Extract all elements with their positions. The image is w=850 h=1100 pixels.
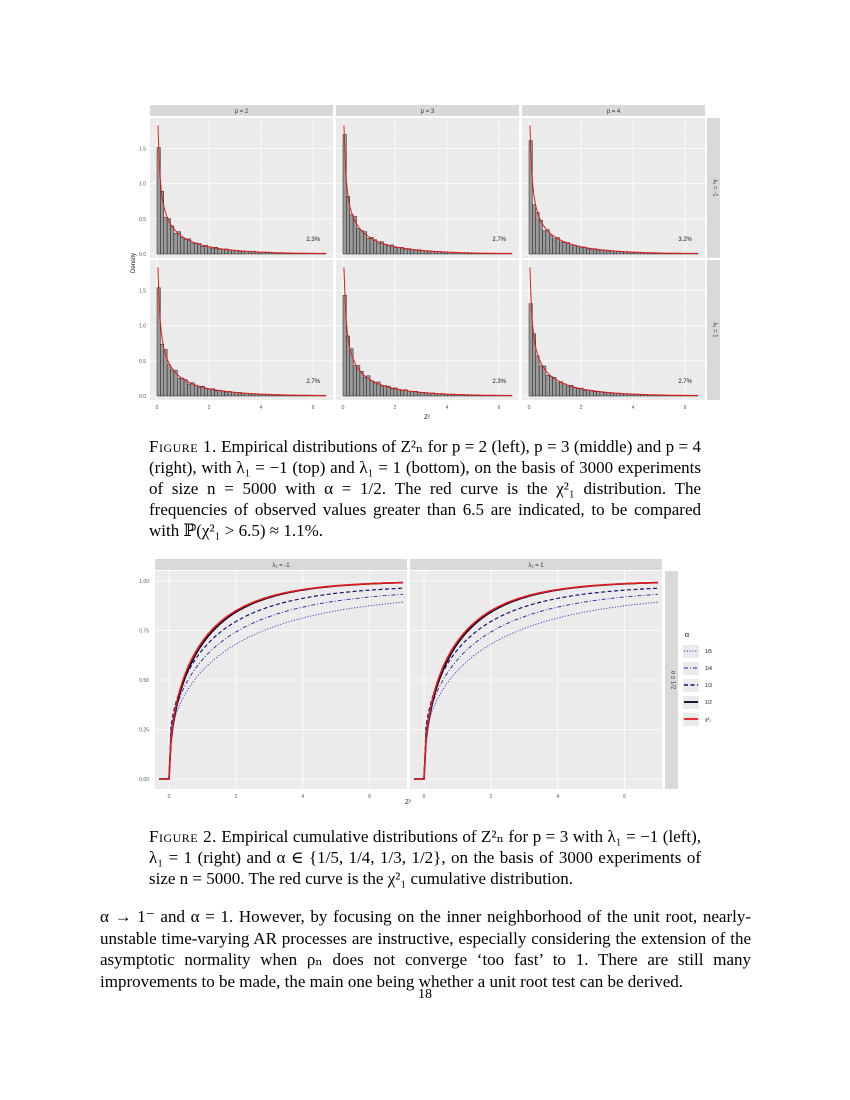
histogram-bar xyxy=(593,392,596,396)
histogram-bar xyxy=(238,251,241,254)
histogram-bar xyxy=(400,390,403,396)
figure-2-label: Figure 2. xyxy=(149,827,217,846)
histogram-bar xyxy=(576,389,579,396)
histogram-bar xyxy=(214,391,217,396)
column-strip-label: p = 2 xyxy=(234,109,249,115)
histogram-bar xyxy=(570,246,573,254)
x-axis-title: Z² xyxy=(405,800,411,806)
legend-label: 1/3 xyxy=(705,683,712,689)
histogram-bar xyxy=(218,249,221,254)
histogram-bar xyxy=(208,247,211,254)
y-axis-title: Density xyxy=(131,252,137,274)
y-tick-label: 0.5 xyxy=(139,358,146,365)
legend-label: χ²₁ xyxy=(705,717,711,723)
legend-key-bg xyxy=(683,645,699,658)
histogram-bar xyxy=(181,237,184,254)
histogram-bar xyxy=(586,390,589,396)
histogram-bar xyxy=(181,378,184,396)
figure-1-caption xyxy=(149,436,701,541)
histogram-bar xyxy=(360,231,363,254)
x-tick-label: 6 xyxy=(311,405,315,411)
histogram-bar xyxy=(536,212,539,254)
histogram-bar xyxy=(566,387,569,396)
x-tick-label: 2 xyxy=(207,405,211,411)
histogram-bar xyxy=(397,389,400,396)
histogram-bar xyxy=(614,393,617,396)
histogram-bar xyxy=(546,375,549,396)
y-tick-label: 1.0 xyxy=(139,181,146,188)
histogram-bar xyxy=(414,250,417,254)
histogram-bar xyxy=(198,244,201,254)
x-tick-label: 6 xyxy=(368,794,371,800)
x-tick-label: 6 xyxy=(623,794,626,800)
histogram-bar xyxy=(556,237,559,254)
body-paragraph: α → 1⁻ and α = 1. However, by focusing on the inner neighborhood of the unit root, nearly-unstable time-varying AR processes are instructive, especially considering the extension of the asymptotic normality when ρₙ does not converge ‘too fast’ to 1. There are still many improvements to be made, the main one being whether a unit root test can be derived. xyxy=(100,907,751,991)
column-strip-label: p = 3 xyxy=(420,109,435,115)
figure-1-text: Empirical distributions of Z²ₙ for p = 2 (left), p = 3 (middle) and p = 4 (right), with λ₁ = −1 (top) and λ₁ = 1 (bottom), on the basis of 3000 experiments of size n = 5000 with α = 1/2. The red curve is the χ²₁ distribution. The frequencies of observed values greater than 6.5 are indicated, to be compared with ℙ(χ²₁ > 6.5) ≈ 1.1%. xyxy=(149,437,701,540)
histogram-bar xyxy=(576,246,579,254)
histogram-bar xyxy=(198,387,201,396)
x-tick-label: 4 xyxy=(301,794,305,800)
histogram-bar xyxy=(597,250,600,254)
column-strip-label: λ₁ = -1 xyxy=(272,563,290,569)
x-tick-label: 2 xyxy=(489,794,493,800)
histogram-bar xyxy=(539,366,542,396)
y-tick-label: 0.50 xyxy=(139,678,149,684)
histogram-bar xyxy=(566,243,569,254)
legend-label: 1/4 xyxy=(705,666,712,672)
histogram-bar xyxy=(431,252,434,254)
tail-frequency-label: 2.7% xyxy=(492,237,506,243)
histogram-bar xyxy=(160,344,163,396)
histogram-bar xyxy=(221,249,224,254)
histogram-bar xyxy=(360,371,363,396)
histogram-bar xyxy=(357,228,360,254)
histogram-bar xyxy=(532,205,535,254)
histogram-bar xyxy=(559,242,562,254)
tail-frequency-label: 2.3% xyxy=(306,237,320,243)
histogram-bar xyxy=(573,388,576,396)
histogram-bar xyxy=(610,393,613,396)
histogram-bar xyxy=(539,220,542,254)
histogram-bar xyxy=(600,392,603,396)
x-tick-label: 4 xyxy=(259,405,263,411)
histogram-bar xyxy=(583,390,586,396)
histogram-panel xyxy=(522,118,705,258)
histogram-bar xyxy=(563,384,566,396)
histogram-bar xyxy=(556,383,559,396)
x-tick-label: 6 xyxy=(497,405,501,411)
histogram-bar xyxy=(390,389,393,396)
y-tick-label: 0.0 xyxy=(139,252,146,258)
x-tick-label: 4 xyxy=(631,405,635,411)
x-tick-label: 0 xyxy=(527,405,531,411)
histogram-bar xyxy=(590,249,593,254)
legend-label: 1/2 xyxy=(705,700,712,706)
histogram-bar xyxy=(586,248,589,254)
histogram-bar xyxy=(549,377,552,396)
histogram-bar xyxy=(617,252,620,254)
histogram-bar xyxy=(373,240,376,254)
histogram-bar xyxy=(417,392,420,396)
ecdf-panel xyxy=(410,571,662,800)
histogram-bar xyxy=(242,393,245,396)
histogram-bar xyxy=(553,239,556,254)
histogram-bar xyxy=(546,230,549,254)
histogram-bar xyxy=(404,249,407,254)
figure-1-histograms xyxy=(115,100,725,430)
histogram-bar xyxy=(387,246,390,254)
legend xyxy=(683,632,712,726)
histogram-panel xyxy=(336,118,519,258)
y-tick-label: 1.5 xyxy=(139,288,146,295)
histogram-bar xyxy=(164,217,167,254)
column-strip-label: λ₁ = 1 xyxy=(528,563,544,569)
histogram-bar xyxy=(397,247,400,254)
histogram-bar xyxy=(603,393,606,396)
y-tick-label: 0.0 xyxy=(139,394,146,400)
y-tick-label: 0.5 xyxy=(139,216,146,223)
histogram-bar xyxy=(384,244,387,254)
y-tick-label: 0.00 xyxy=(139,777,149,783)
x-tick-label: 0 xyxy=(167,794,171,800)
figure-1-label: Figure 1. xyxy=(149,437,217,456)
histogram-bar xyxy=(228,250,231,254)
histogram-bar xyxy=(370,381,373,396)
histogram-bar xyxy=(363,377,366,396)
y-tick-label: 0.25 xyxy=(139,727,149,734)
histogram-bar xyxy=(177,378,180,396)
histogram-bar xyxy=(407,391,410,396)
histogram-bar xyxy=(194,243,197,254)
tail-frequency-label: 2.7% xyxy=(678,379,692,385)
histogram-bar xyxy=(421,251,424,254)
x-axis-title: Z² xyxy=(424,415,430,421)
histogram-bar xyxy=(620,394,623,396)
histogram-bar xyxy=(559,382,562,396)
x-tick-label: 4 xyxy=(445,405,449,411)
histogram-bar xyxy=(208,389,211,396)
histogram-bar xyxy=(201,246,204,254)
histogram-bar xyxy=(204,389,207,396)
histogram-bar xyxy=(157,288,160,396)
y-tick-label: 1.0 xyxy=(139,323,146,330)
histogram-bar xyxy=(187,384,190,396)
legend-label: 1/5 xyxy=(705,649,712,655)
histogram-bar xyxy=(191,243,194,254)
histogram-bar xyxy=(171,226,174,254)
x-tick-label: 2 xyxy=(579,405,583,411)
histogram-bar xyxy=(563,243,566,254)
histogram-panel xyxy=(522,260,705,411)
x-tick-label: 2 xyxy=(393,405,397,411)
legend-title: α xyxy=(685,632,690,639)
histogram-bar xyxy=(235,393,238,396)
histogram-bar xyxy=(607,251,610,254)
histogram-bar xyxy=(194,385,197,396)
x-tick-label: 2 xyxy=(234,794,238,800)
histogram-bar xyxy=(353,366,356,396)
figure-2-caption xyxy=(149,826,701,889)
histogram-bar xyxy=(384,386,387,396)
figure-2-text: Empirical cumulative distributions of Z²ₙ for p = 3 with λ₁ = −1 (left), λ₁ = 1 (right) and α ∈ {1/5, 1/4, 1/3, 1/2}, on the basis of 3000 experiments of size n = 5000. The red curve is the χ²₁ cumulative distribution. xyxy=(149,827,702,888)
histogram-bar xyxy=(171,370,174,396)
histogram-panel xyxy=(336,260,519,411)
tail-frequency-label: 3.2% xyxy=(678,237,692,243)
histogram-panel xyxy=(139,260,333,411)
y-tick-label: 1.00 xyxy=(139,579,149,585)
histogram-bar xyxy=(380,386,383,396)
row-strip-label: λ₁ = -1 xyxy=(711,179,718,197)
histogram-bar xyxy=(573,245,576,254)
histogram-bar xyxy=(167,365,170,396)
page-number: 18 xyxy=(418,987,432,1002)
histogram-bar xyxy=(373,383,376,396)
ecdf-panel xyxy=(139,571,407,800)
column-strip-label: p = 4 xyxy=(606,109,621,115)
histogram-bar xyxy=(367,238,370,254)
histogram-bar xyxy=(553,377,556,396)
histogram-bar xyxy=(549,235,552,254)
y-tick-label: 1.5 xyxy=(139,146,146,153)
row-strip-label: α ≤ 1/2 xyxy=(669,670,676,690)
histogram-bar xyxy=(211,248,214,254)
y-tick-label: 0.75 xyxy=(139,628,149,635)
x-tick-label: 4 xyxy=(556,794,560,800)
x-tick-label: 0 xyxy=(422,794,426,800)
tail-frequency-label: 2.3% xyxy=(492,379,506,385)
histogram-bar xyxy=(184,380,187,396)
histogram-bar xyxy=(184,239,187,254)
histogram-bar xyxy=(428,393,431,396)
figure-2-ecdf xyxy=(115,557,725,807)
x-tick-label: 0 xyxy=(155,405,159,411)
histogram-bar xyxy=(350,215,353,254)
histogram-bar xyxy=(225,392,228,396)
histogram-bar xyxy=(600,250,603,254)
histogram-bar xyxy=(350,349,353,396)
histogram-bar xyxy=(536,356,539,396)
x-tick-label: 0 xyxy=(341,405,345,411)
tail-frequency-label: 2.7% xyxy=(306,379,320,385)
row-strip-label: λ₁ = 1 xyxy=(711,322,718,338)
histogram-bar xyxy=(580,248,583,254)
histogram-panel xyxy=(139,118,333,258)
histogram-bar xyxy=(394,247,397,254)
histogram-bar xyxy=(377,243,380,254)
histogram-bar xyxy=(543,231,546,254)
histogram-bar xyxy=(174,233,177,254)
x-tick-label: 6 xyxy=(683,405,687,411)
